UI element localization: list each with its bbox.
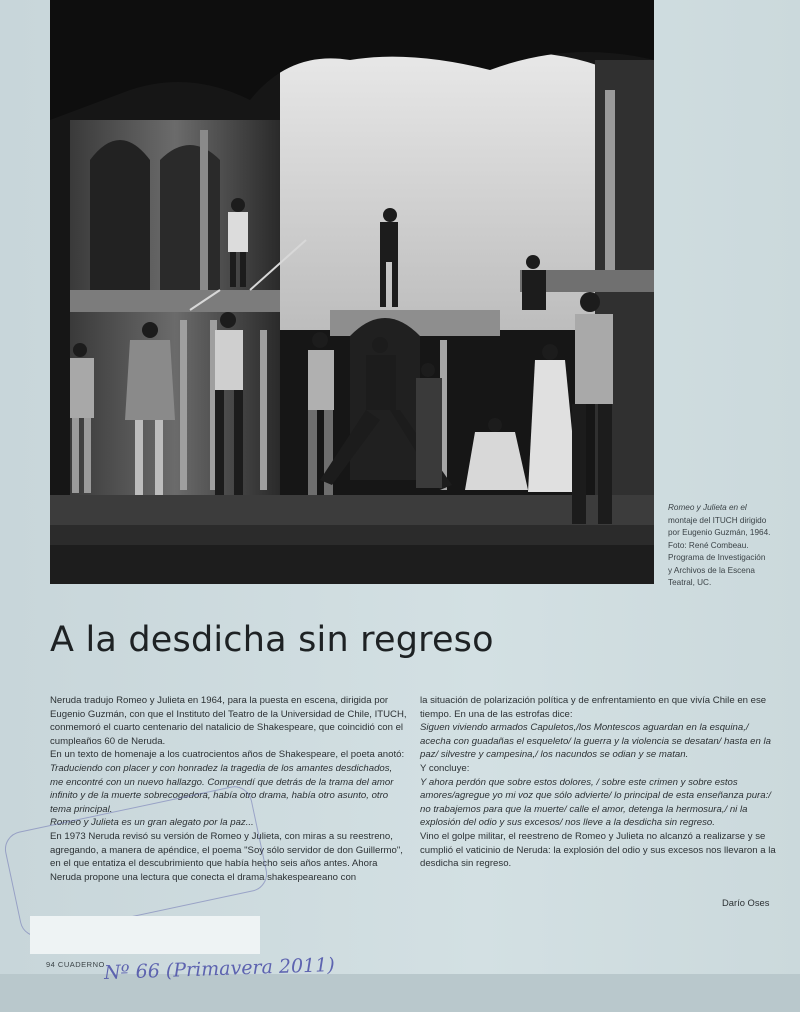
caption-line: montaje del ITUCH dirigido bbox=[668, 515, 767, 525]
paragraph: la situación de polarización política y de enfrentamiento en que vivía Chile en ese tiempo. En una de las estrofas dice: bbox=[420, 695, 767, 720]
caption-line: Teatral, UC. bbox=[668, 578, 712, 587]
verse-paragraph: Y ahora perdón que sobre estos dolores, / sobre este crimen y sobre estos amores/agregue yo mi voz que sólo advierte/ lo principal de esta enseñanza pura:/ no trabajemos para que la muerte/ calle el amor, detenga la hermosura,/ ni la explosión del odio y sus excesos/ nos lleve a la desdicha sin regreso. bbox=[420, 776, 771, 829]
stage-photograph bbox=[50, 0, 654, 584]
photo-caption bbox=[668, 502, 786, 590]
article-title: A la desdicha sin regreso bbox=[50, 620, 494, 660]
quote-paragraph: Traduciendo con placer y con honradez la tragedia de los amantes desdichados, me encontré con un nuevo hallazgo. Comprendí que detrás de la trama del amor infinito y de la muerte sobrecogedora, había otro drama, había otro asunto, otro tema principal. bbox=[50, 762, 394, 815]
paragraph: En un texto de homenaje a los cuatrocientos años de Shakespeare, el poeta anotó: bbox=[50, 749, 405, 761]
caption-line: Programa de Investigación bbox=[668, 553, 766, 562]
paragraph: Neruda tradujo Romeo y Julieta en 1964, para la puesta en escena, dirigida por Eugenio Guzmán, con que el Instituto del Teatro de la Universidad de Chile, ITUCH, conmemoró el cuarto centenario del natalicio de Shakespeare, que coincidió con el cumpleaños 60 de Neruda. bbox=[50, 695, 407, 747]
paragraph: En 1973 Neruda revisó su versión de Romeo y Julieta, con miras a su reestreno, agregando, a manera de apéndice, el poema "Soy sólo servidor de don Guillermo", en el que entatiza el descubrimiento que había hecho seis años antes. Ahora Neruda propone una lectura que conecta el drama shakespeareano con bbox=[50, 830, 403, 883]
caption-line: y Archivos de la Escena bbox=[668, 565, 755, 575]
caption-line: por Eugenio Guzmán, 1964. bbox=[668, 528, 771, 537]
handwritten-note: Nº 66 (Primavera 2011) bbox=[103, 953, 336, 985]
caption-line: Foto: René Combeau. bbox=[668, 540, 749, 550]
right-column bbox=[420, 694, 782, 871]
redaction-box bbox=[30, 916, 260, 954]
caption-line: Romeo y Julieta en el bbox=[668, 503, 747, 512]
paragraph: Vino el golpe militar, el reestreno de Romeo y Julieta no alcanzó a realizarse y se cumplió el vaticinio de Neruda: la explosión del odio y sus excesos nos llevaron a la desdicha sin regreso. bbox=[420, 830, 776, 870]
stage-photo-illustration bbox=[50, 0, 654, 584]
page-folio: 94 CUADERNO bbox=[46, 960, 105, 969]
author-signature: Darío Oses bbox=[722, 897, 770, 908]
paragraph: Y concluye: bbox=[420, 762, 470, 774]
verse-paragraph: Siguen viviendo armados Capuletos,/los Montescos aguardan en la esquina,/ acecha con guadañas el esqueleto/ la guerra y la violencia se desatan/ hasta en la paz/ silvestre y campesina,/ los nacundos se odian y se matan. bbox=[420, 722, 771, 761]
quote-paragraph: Romeo y Julieta es un gran alegato por la paz... bbox=[50, 817, 254, 829]
